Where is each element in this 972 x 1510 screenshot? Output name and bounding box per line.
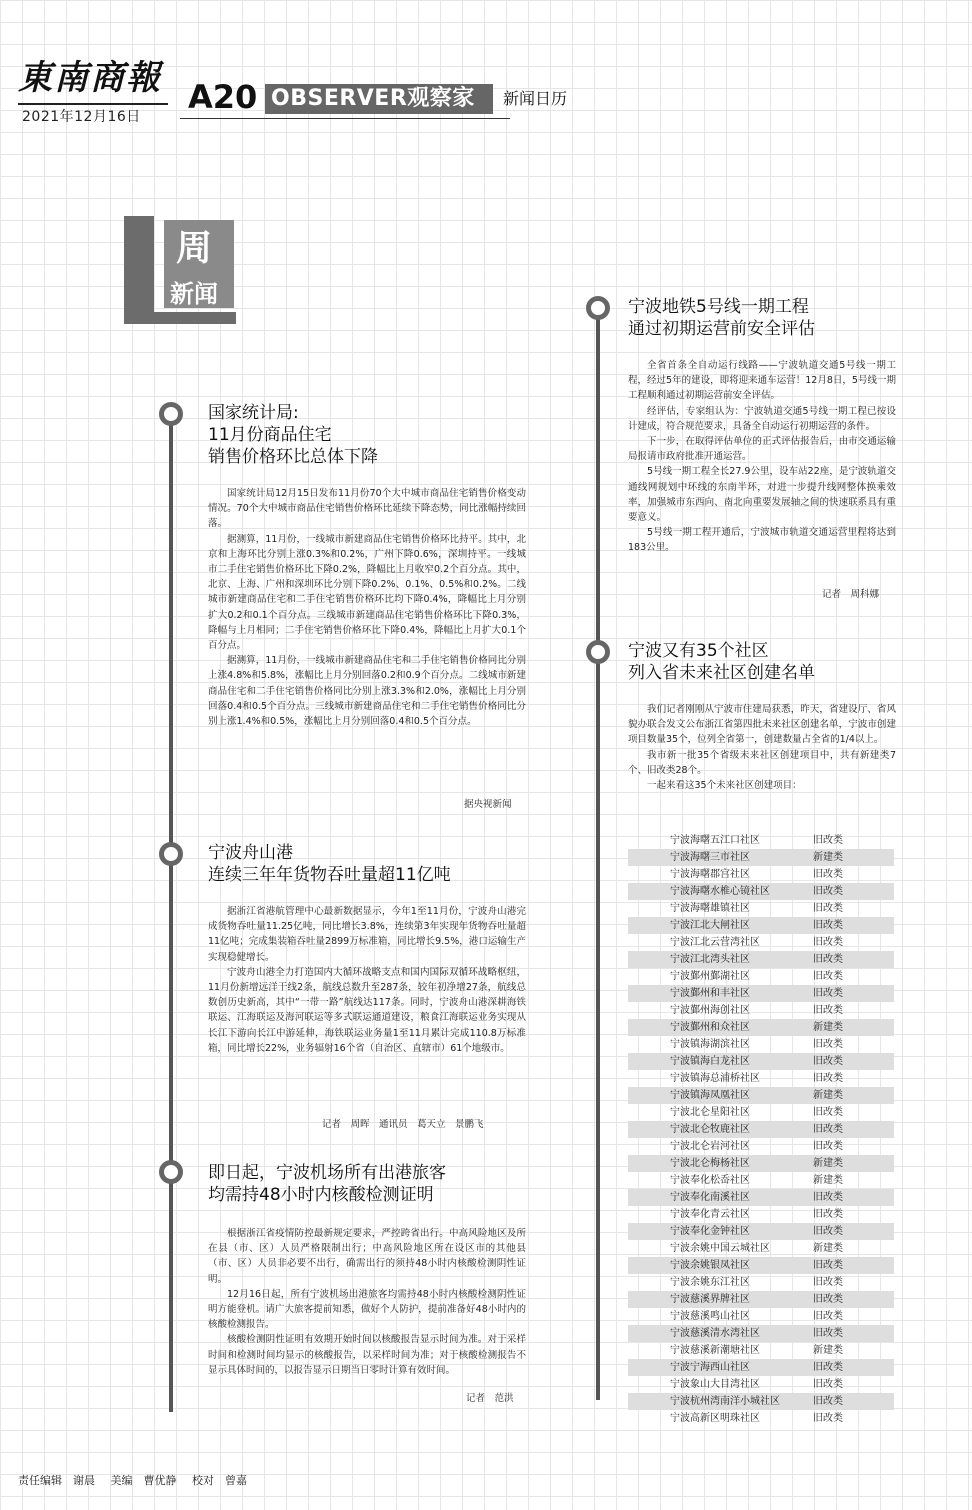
- right-timeline: [596, 310, 600, 1400]
- article-3-headline: [208, 1162, 446, 1206]
- table-row: [628, 900, 894, 917]
- footer-credits: [18, 1472, 259, 1488]
- community-type: 旧改类: [813, 971, 843, 982]
- article-3-byline: 记者 范洪: [466, 1393, 514, 1404]
- community-type: 新建类: [813, 1243, 843, 1254]
- masthead-rule: [18, 103, 168, 105]
- article-3-body: [208, 1226, 526, 1378]
- community-type: 旧改类: [813, 937, 843, 948]
- table-row: [628, 985, 894, 1002]
- article-5-headline: [628, 640, 815, 684]
- community-type: 旧改类: [813, 1328, 843, 1339]
- community-type: 旧改类: [813, 1141, 843, 1152]
- community-type: 旧改类: [813, 903, 843, 914]
- table-row: [628, 1155, 894, 1172]
- headline-line: 列入省未来社区创建名单: [628, 663, 815, 683]
- issue-date: 2021年12月16日: [22, 109, 141, 125]
- paragraph: 国家统计局12月15日发布11月份70个大中城市商品住宅销售价格变动情况。70个大中城市商品住宅销售价格环比延续下降态势，同比涨幅持续回落。: [208, 488, 526, 530]
- community-name: 宁波奉化南溪社区: [670, 1192, 750, 1203]
- community-name: 宁波北仑岩河社区: [670, 1141, 750, 1152]
- table-row: [628, 934, 894, 951]
- community-name: 宁波奉化松岙社区: [670, 1175, 750, 1186]
- newspaper-logo: 東南商報: [18, 58, 162, 98]
- community-type: 旧改类: [813, 1124, 843, 1135]
- logo-bar: [124, 216, 154, 324]
- table-row: [628, 1206, 894, 1223]
- table-row: [628, 1342, 894, 1359]
- community-type: 旧改类: [813, 886, 843, 897]
- table-row: [628, 1104, 894, 1121]
- community-type: 新建类: [813, 1022, 843, 1033]
- community-type: 新建类: [813, 1090, 843, 1101]
- table-row: [628, 1410, 894, 1427]
- headline-line: 宁波地铁5号线一期工程: [628, 297, 809, 317]
- community-type: 旧改类: [813, 1056, 843, 1067]
- footer-art-editor: 美编 曹优静: [110, 1474, 177, 1487]
- community-name: 宁波海曙雄镇社区: [670, 903, 750, 914]
- community-name: 宁波江北湾头社区: [670, 954, 750, 965]
- community-type: 新建类: [813, 852, 843, 863]
- community-name: 宁波慈溪清水湾社区: [670, 1328, 760, 1339]
- timeline-marker-3: [159, 1160, 183, 1184]
- article-1-headline: [208, 402, 378, 468]
- community-name: 宁波镇海湖滨社区: [670, 1039, 750, 1050]
- table-row: [628, 1308, 894, 1325]
- community-type: 旧改类: [813, 1396, 843, 1407]
- community-name: 宁波江北云营湾社区: [670, 937, 760, 948]
- paragraph: 据测算，11月份，一线城市新建商品住宅销售价格环比持平。其中，北京和上海环比分别上涨0.3%和0.2%，广州下降0.6%，深圳持平。一线城市二手住宅销售价格环比下降0.2%，降幅比上月收窄0.2个百分点。其中，北京、上海、广州和深圳环比分别下降0.2%、0.1%、0.5%和0.2%。二线城市新建商品住宅和二手住宅销售价格环比均下降0.4%，降幅比上月分别扩大0.2和0.1个百分点。三线城市新建商品住宅销售价格环比下降0.3%，降幅与上月相同；二手住宅销售价格环比下降0.4%，降幅比上月扩大0.1个百分点。: [208, 533, 526, 652]
- community-name: 宁波北仑梅杨社区: [670, 1158, 750, 1169]
- headline-line: 宁波又有35个社区: [628, 641, 769, 661]
- paragraph: 宁波舟山港全力打造国内大循环战略支点和国内国际双循环战略枢纽，11月份新增远洋干线2条，航线总数升至287条，较年初净增27条，航线总数创历史新高，其中“一带一路”航线达117条。同时，宁波舟山港深耕海铁联运、江海联运及海河联运等多式联运通道建设，粮食江海联运业务实现从长江下游向长江中游延伸，海铁联运业务量1至11月累计完成110.8万标准箱，同比增长22%，业务辐射16个省（自治区、直辖市）61个地级市。: [208, 966, 526, 1054]
- community-type: 旧改类: [813, 1294, 843, 1305]
- paragraph: 根据浙江省疫情防控最新规定要求，严控跨省出行。中高风险地区及所在县（市、区）人员严格限制出行；中高风险地区所在设区市的其他县（市、区）人员非必要不出行，确需出行的须持48小时内核酸检测阴性证明。: [208, 1228, 526, 1285]
- community-name: 宁波象山大目湾社区: [670, 1379, 760, 1390]
- table-row: [628, 1325, 894, 1342]
- paragraph: 据测算，11月份，一线城市新建商品住宅和二手住宅销售价格同比分别上涨4.8%和5.8%，涨幅比上月分别回落0.2和0.9个百分点。二线城市新建商品住宅和二手住宅销售价格同比分别上涨3.3%和2.0%，涨幅比上月分别回落0.4和0.5个百分点。三线城市新建商品住宅和二手住宅销售价格同比分别上涨1.4%和0.5%，涨幅比上月分别回落0.4和0.5个百分点。: [208, 655, 526, 728]
- table-row: [628, 1189, 894, 1206]
- table-row: [628, 1138, 894, 1155]
- article-4-headline: [628, 296, 815, 340]
- table-row: [628, 1376, 894, 1393]
- community-name: 宁波鄞州海创社区: [670, 1005, 750, 1016]
- timeline-marker-5: [586, 640, 610, 664]
- article-2-body: [208, 904, 526, 1056]
- week-news-logo: [124, 216, 236, 326]
- paragraph: 全省首条全自动运行线路——宁波轨道交通5号线一期工程，经过5年的建设，即将迎来通车运营！12月8日，5号线一期工程顺利通过初期运营前安全评估。: [628, 360, 896, 402]
- community-name: 宁波鄞州鄞湖社区: [670, 971, 750, 982]
- community-type: 旧改类: [813, 1039, 843, 1050]
- community-name: 宁波鄞州和众社区: [670, 1022, 750, 1033]
- community-name: 宁波北仑星阳社区: [670, 1107, 750, 1118]
- paragraph: 12月16日起，所有宁波机场出港旅客均需持48小时内核酸检测阴性证明方能登机。请广大旅客提前知悉，做好个人防护，提前准备好48小时内的核酸检测报告。: [208, 1288, 526, 1331]
- community-name: 宁波镇海白龙社区: [670, 1056, 750, 1067]
- paragraph: 一起来看这35个未来社区创建项目：: [647, 780, 802, 792]
- community-name: 宁波奉化金钟社区: [670, 1226, 750, 1237]
- community-type: 旧改类: [813, 1413, 843, 1424]
- table-row: [628, 849, 894, 866]
- table-row: [628, 883, 894, 900]
- table-row: [628, 1274, 894, 1291]
- community-type: 旧改类: [813, 1362, 843, 1373]
- table-row: [628, 1053, 894, 1070]
- community-name: 宁波鄞州和丰社区: [670, 988, 750, 999]
- community-name: 宁波高新区明珠社区: [670, 1413, 760, 1424]
- community-list-table: [628, 832, 894, 1427]
- paragraph: 我们记者刚刚从宁波市住建局获悉，昨天，省建设厅、省风貌办联合发文公布浙江省第四批未来社区创建名单，宁波市创建项目数量35个，位列全省第一，创建数量占全省的1/4以上。: [628, 704, 896, 746]
- community-name: 宁波余姚银凤社区: [670, 1260, 750, 1271]
- article-4-body: [628, 358, 896, 556]
- paragraph: 核酸检测阴性证明有效期开始时间以核酸报告显示时间为准。对于采样时间和检测时间均显示的核酸报告，以采样时间为准；对于核酸检测报告不显示具体时间的，以报告显示日期当日零时计算有效时间。: [208, 1334, 526, 1376]
- page-number: A20: [188, 78, 258, 116]
- community-name: 宁波慈溪鸣山社区: [670, 1311, 750, 1322]
- footer-editor: 责任编辑 谢晨: [18, 1474, 95, 1487]
- footer-proofreader: 校对 曾嘉: [192, 1474, 247, 1487]
- community-type: 新建类: [813, 1158, 843, 1169]
- headline-line: 通过初期运营前安全评估: [628, 319, 815, 339]
- community-type: 旧改类: [813, 954, 843, 965]
- community-type: 新建类: [813, 1345, 843, 1356]
- headline-line: 11月份商品住宅: [208, 425, 332, 445]
- community-name: 宁波海曙三市社区: [670, 852, 750, 863]
- community-type: 旧改类: [813, 920, 843, 931]
- left-timeline: [169, 412, 173, 1412]
- headline-line: 连续三年年货物吞吐量超11亿吨: [208, 865, 451, 885]
- logo-bar-base: [142, 312, 236, 324]
- headline-line: 销售价格环比总体下降: [208, 447, 378, 467]
- table-row: [628, 1019, 894, 1036]
- community-name: 宁波奉化青云社区: [670, 1209, 750, 1220]
- community-name: 宁波余姚中国云城社区: [670, 1243, 770, 1254]
- article-2-headline: [208, 842, 451, 886]
- table-row: [628, 1121, 894, 1138]
- community-name: 宁波海曙水椎心镜社区: [670, 886, 770, 897]
- paragraph: 下一步，在取得评估单位的正式评估报告后，由市交通运输局报请市政府批准开通运营。: [628, 436, 896, 463]
- article-1-body: [208, 486, 526, 729]
- headline-line: 宁波舟山港: [208, 843, 293, 863]
- community-type: 旧改类: [813, 1277, 843, 1288]
- paragraph: 5号线一期工程全长27.9公里，设车站22座，是宁波轨道交通线网规划中环线的东南半环，对进一步提升线网整体换乘效率，加强城市东西向、南北向重要发展轴之间的快速联系具有重要意义。: [628, 466, 896, 524]
- table-row: [628, 917, 894, 934]
- community-type: 旧改类: [813, 835, 843, 846]
- paragraph: 我市新一批35个省级未来社区创建项目中，共有新建类7个、旧改类28个。: [628, 749, 896, 776]
- community-type: 旧改类: [813, 1226, 843, 1237]
- community-name: 宁波杭州湾南洋小城社区: [670, 1396, 780, 1407]
- community-name: 宁波北仑牧鹿社区: [670, 1124, 750, 1135]
- community-type: 旧改类: [813, 1379, 843, 1390]
- community-type: 旧改类: [813, 1192, 843, 1203]
- section-title: OBSERVER观察家: [265, 84, 493, 114]
- header-divider: [180, 118, 510, 119]
- community-name: 宁波慈溪新潮塘社区: [670, 1345, 760, 1356]
- community-name: 宁波海曙郡宫社区: [670, 869, 750, 880]
- community-type: 新建类: [813, 1175, 843, 1186]
- community-type: 旧改类: [813, 1260, 843, 1271]
- logo-week-char: 周: [176, 228, 213, 269]
- table-row: [628, 1291, 894, 1308]
- table-row: [628, 866, 894, 883]
- masthead: [18, 58, 183, 104]
- table-row: [628, 1036, 894, 1053]
- community-type: 旧改类: [813, 869, 843, 880]
- article-2-byline: 记者 周晖 通讯员 葛天立 景鹏飞: [322, 1119, 484, 1130]
- community-name: 宁波镇海凤凰社区: [670, 1090, 750, 1101]
- article-5-body: [628, 702, 896, 793]
- table-row: [628, 1172, 894, 1189]
- table-row: [628, 1070, 894, 1087]
- section-subtitle: 新闻日历: [503, 89, 568, 108]
- community-type: 旧改类: [813, 1107, 843, 1118]
- article-4-byline: 记者 周科娜: [822, 589, 880, 600]
- table-row: [628, 1223, 894, 1240]
- community-type: 旧改类: [813, 1311, 843, 1322]
- community-name: 宁波江北大闸社区: [670, 920, 750, 931]
- table-row: [628, 1393, 894, 1410]
- community-name: 宁波余姚东江社区: [670, 1277, 750, 1288]
- community-name: 宁波慈溪界牌社区: [670, 1294, 750, 1305]
- timeline-marker-4: [586, 296, 610, 320]
- community-type: 旧改类: [813, 988, 843, 999]
- table-row: [628, 1002, 894, 1019]
- headline-line: 国家统计局:: [208, 403, 299, 423]
- table-row: [628, 951, 894, 968]
- timeline-marker-2: [159, 842, 183, 866]
- table-row: [628, 1257, 894, 1274]
- paragraph: 5号线一期工程开通后，宁波城市轨道交通运营里程将达到183公里。: [628, 527, 896, 554]
- article-1-byline: 据央视新闻: [464, 799, 512, 810]
- table-row: [628, 1087, 894, 1104]
- table-row: [628, 968, 894, 985]
- table-row: [628, 1240, 894, 1257]
- table-row: [628, 1359, 894, 1376]
- timeline-marker-1: [159, 402, 183, 426]
- community-type: 旧改类: [813, 1073, 843, 1084]
- paragraph: 经评估，专家组认为：宁波轨道交通5号线一期工程已按设计建成，符合规范要求，具备全自动运行初期运营的条件。: [628, 405, 896, 432]
- community-type: 旧改类: [813, 1005, 843, 1016]
- community-type: 旧改类: [813, 1209, 843, 1220]
- paragraph: 据浙江省港航管理中心最新数据显示，今年1至11月份，宁波舟山港完成货物吞吐量11.25亿吨，同比增长3.8%，连续第3年实现年货物吞吐量超11亿吨；完成集装箱吞吐量2899万标准箱，同比增长9.5%，港口运输生产实现稳健增长。: [208, 906, 526, 963]
- table-row: [628, 832, 894, 849]
- headline-line: 均需持48小时内核酸检测证明: [208, 1185, 434, 1205]
- headline-line: 即日起，宁波机场所有出港旅客: [208, 1163, 446, 1183]
- community-name: 宁波宁海西山社区: [670, 1362, 750, 1373]
- logo-news-chars: 新闻: [170, 280, 218, 308]
- community-name: 宁波海曙五江口社区: [670, 835, 760, 846]
- community-name: 宁波镇海总浦桥社区: [670, 1073, 760, 1084]
